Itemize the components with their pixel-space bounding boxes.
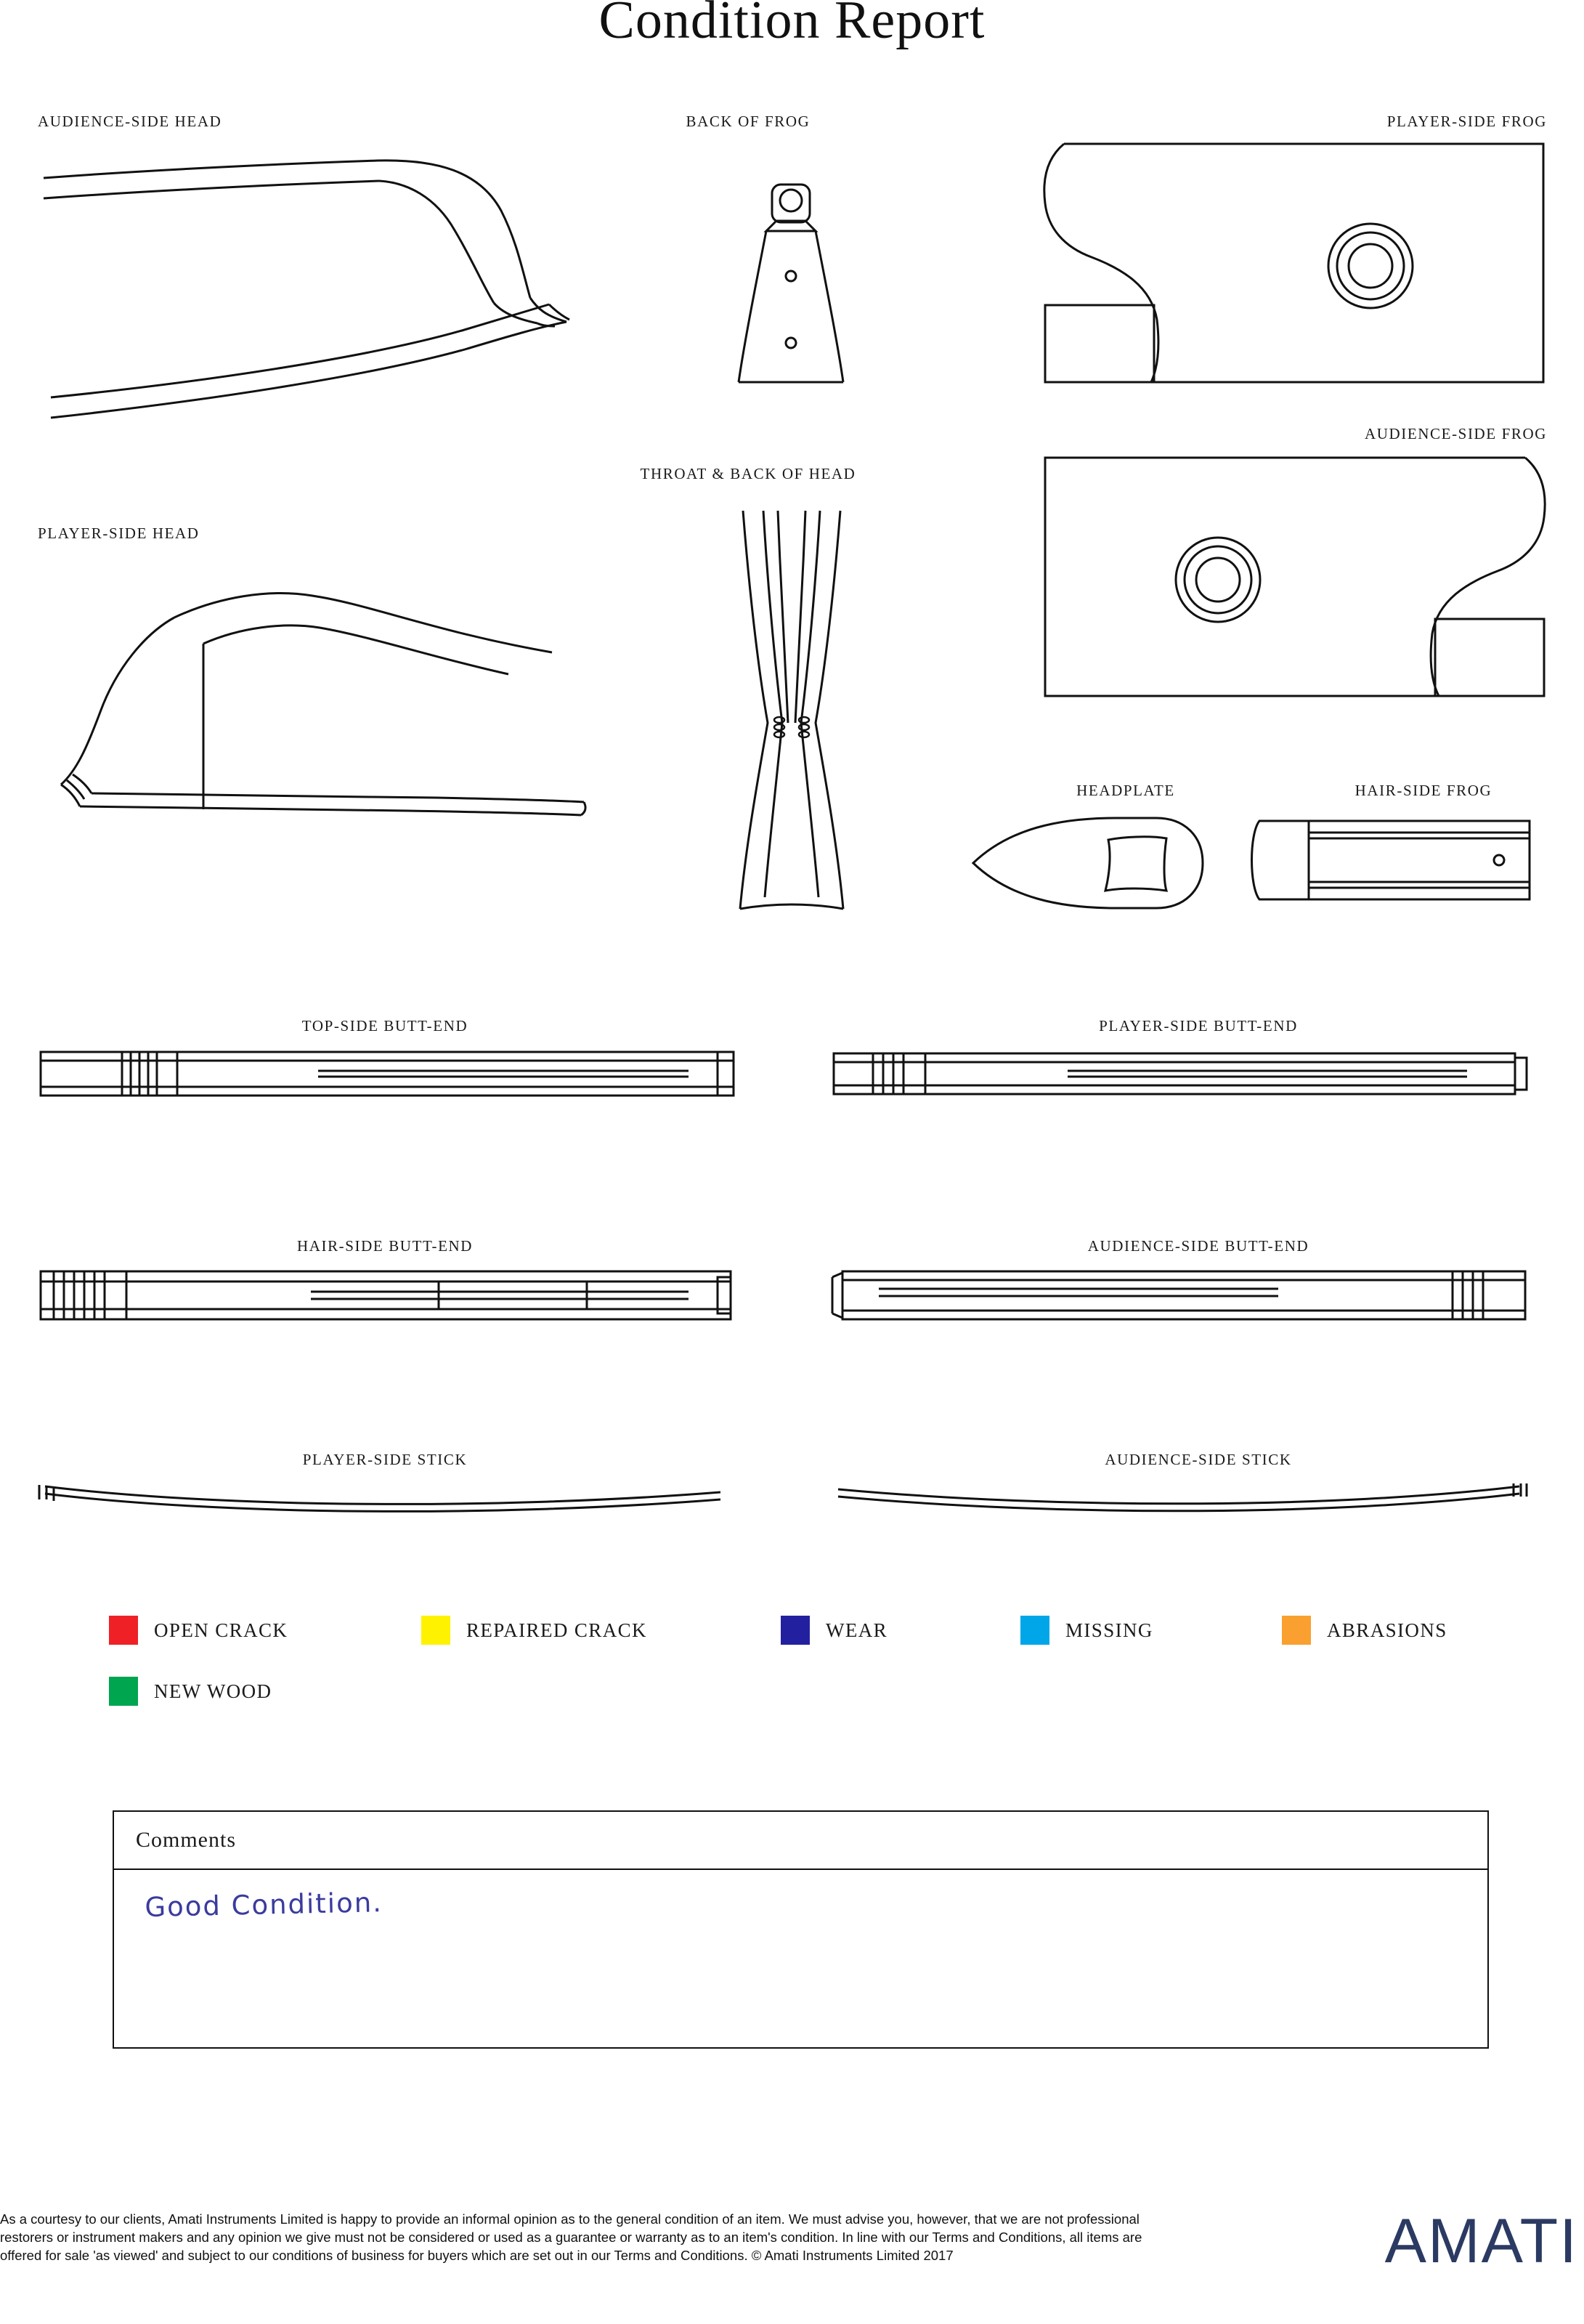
diagram-audience-side-butt-end [828,1263,1532,1328]
swatch-open-crack [109,1616,138,1645]
legend-label-repaired-crack: REPAIRED CRACK [466,1619,647,1641]
caption-player-side-head: PLAYER-SIDE HEAD [38,525,200,542]
diagram-player-side-head [29,552,625,865]
legend-label-missing: MISSING [1065,1619,1153,1641]
legend-label-open-crack: OPEN CRACK [154,1619,288,1641]
comments-box [113,1810,1489,2049]
diagram-player-side-frog [1035,137,1554,398]
caption-player-side-stick: PLAYER-SIDE STICK [302,1451,468,1468]
legend-item-repaired-crack [421,1616,781,1645]
comments-header [114,1812,1487,1870]
page-title: Condition Report [598,0,986,50]
swatch-new-wood [109,1677,138,1706]
legend-label-abrasions: ABRASIONS [1327,1619,1447,1641]
caption-hair-side-frog: HAIR-SIDE FROG [1354,782,1492,799]
legend [109,1609,1489,1712]
diagram-back-of-frog [715,174,868,407]
legend-item-open-crack [109,1616,421,1645]
caption-audience-side-head: AUDIENCE-SIDE HEAD [38,113,222,130]
diagram-audience-side-head [29,142,625,461]
caption-audience-side-butt-end: AUDIENCE-SIDE BUTT-END [1087,1237,1309,1255]
diagram-audience-side-frog [1035,450,1554,712]
comments-field[interactable] [114,1870,1487,2049]
caption-headplate: HEADPLATE [1076,782,1175,799]
diagram-hair-side-butt-end [35,1263,739,1328]
legend-label-wear: WEAR [826,1619,888,1641]
diagram-headplate [966,814,1213,912]
diagram-hair-side-frog [1242,814,1547,908]
legend-item-new-wood [109,1677,272,1706]
legend-row-2 [109,1670,1489,1712]
legend-item-abrasions [1282,1616,1447,1645]
amati-logo: AMATI [1384,2206,1578,2276]
comments-handwritten-value: Good Condition. [145,1887,383,1923]
diagram-player-side-butt-end [828,1045,1532,1103]
caption-top-side-butt-end: TOP-SIDE BUTT-END [301,1017,468,1035]
swatch-missing [1020,1616,1049,1645]
caption-audience-side-frog: AUDIENCE-SIDE FROG [1364,425,1547,442]
comments-title: Comments [136,1828,237,1852]
diagram-audience-side-stick [828,1475,1532,1518]
caption-back-of-frog: BACK OF FROG [686,113,811,130]
swatch-abrasions [1282,1616,1311,1645]
caption-player-side-frog: PLAYER-SIDE FROG [1386,113,1547,130]
caption-audience-side-stick: AUDIENCE-SIDE STICK [1105,1451,1292,1468]
legend-label-new-wood: NEW WOOD [154,1680,272,1702]
swatch-wear [781,1616,810,1645]
legend-item-missing [1020,1616,1282,1645]
swatch-repaired-crack [421,1616,450,1645]
footer-disclaimer: As a courtesy to our clients, Amati Instruments Limited is happy to provide an informal opinion as to the general condition of an item. We must advise you, however, that we are not professional restorers or instrument makers and any opinion we give must not be considered or used as a guarantee or warranty as to an item's condition. In line with our Terms and Conditions, all items are offered for sale 'as viewed' and subject to our conditions of business for buyers which are set out in our Terms and Conditions. © Amati Instruments Limited 2017 [0,2211,1142,2263]
caption-player-side-butt-end: PLAYER-SIDE BUTT-END [1099,1017,1298,1035]
diagram-top-side-butt-end [35,1045,739,1103]
legend-row-1 [109,1609,1489,1651]
legend-item-wear [781,1616,1020,1645]
caption-hair-side-butt-end: HAIR-SIDE BUTT-END [296,1237,474,1255]
diagram-throat-back-of-head [715,505,868,919]
caption-throat-back-of-head: THROAT & BACK OF HEAD [640,465,856,482]
diagram-player-side-stick [35,1475,739,1518]
